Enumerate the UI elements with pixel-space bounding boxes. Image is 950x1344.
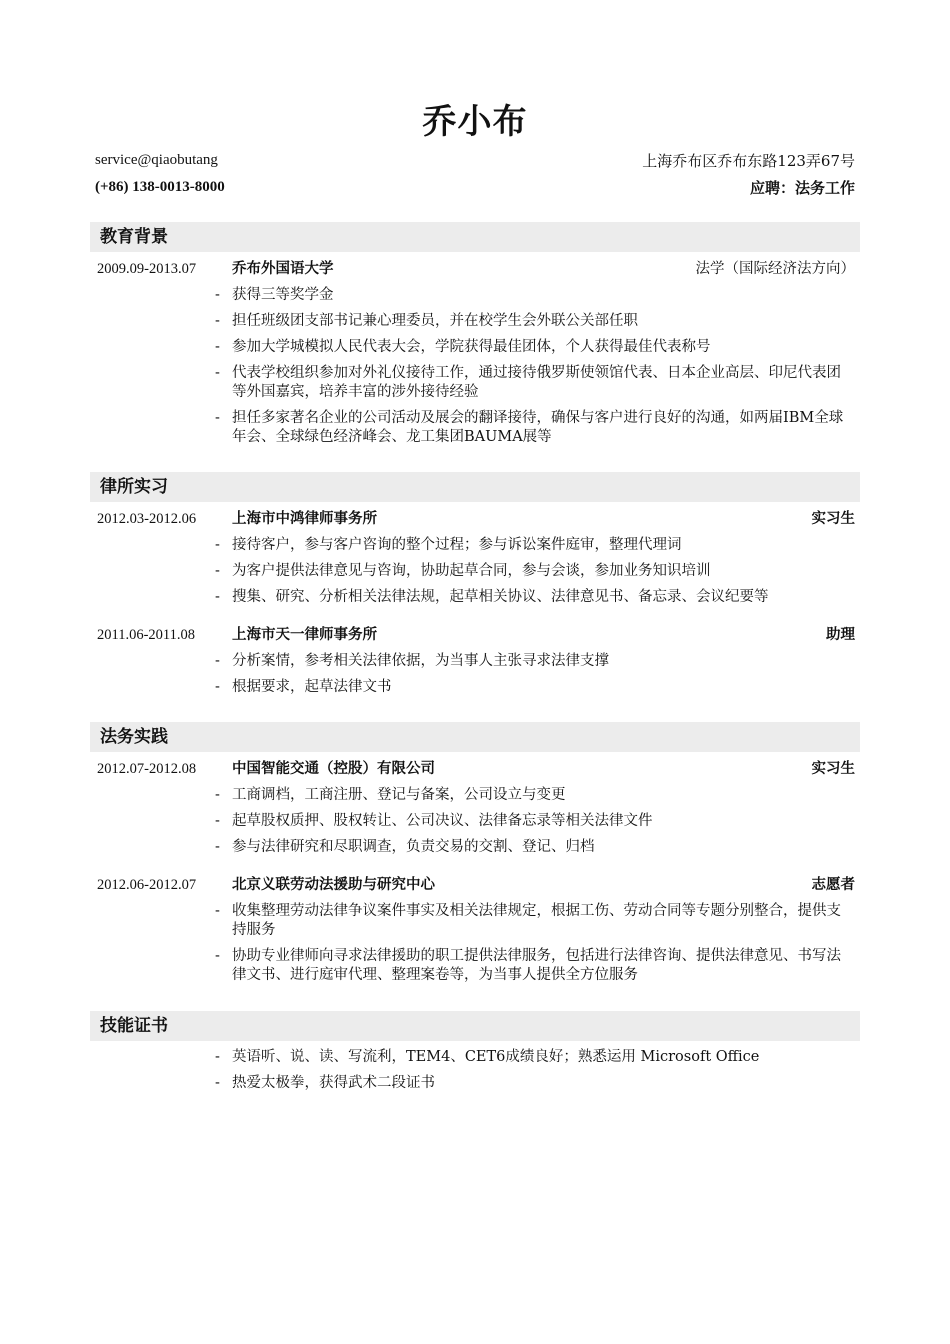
list-item — [215, 786, 855, 805]
list-item — [215, 1074, 855, 1093]
list-item — [215, 562, 855, 581]
bullet-list — [215, 786, 855, 864]
entry-date: 2009.09-2013.07 — [97, 261, 197, 277]
list-item — [215, 409, 855, 447]
entry-role: 实习生 — [811, 761, 855, 777]
bullet-text: 搜集、研究、分析相关法律法规，起草相关协议、法律意见书、备忘录、会议纪要等 — [232, 589, 769, 605]
bullet-text: 收集整理劳动法律争议案件事实及相关法律规定，根据工伤、劳动合同等专题分别整合，提供支持服务 — [232, 903, 841, 938]
bullet-list — [215, 652, 855, 704]
section-title-law-firm: 律所实习 — [90, 472, 860, 502]
entry-role: 助理 — [826, 627, 855, 643]
section-title-legal-practice: 法务实践 — [90, 722, 860, 752]
bullet-text: 担任班级团支部书记兼心理委员，并在校学生会外联公关部任职 — [232, 313, 638, 329]
section-title-education: 教育背景 — [90, 222, 860, 252]
bullet-text: 参与法律研究和尽职调查，负责交易的交割、登记、归档 — [232, 839, 595, 855]
bullet-marker: - — [215, 537, 220, 553]
bullet-marker: - — [215, 563, 220, 579]
entry-date: 2011.06-2011.08 — [97, 627, 196, 643]
list-item — [215, 588, 855, 607]
list-item — [215, 947, 855, 985]
list-item — [215, 652, 855, 671]
bullet-marker: - — [215, 787, 220, 803]
bullet-text: 根据要求，起草法律文书 — [232, 679, 392, 695]
bullet-marker: - — [215, 365, 220, 381]
bullet-text: 获得三等奖学金 — [232, 287, 334, 303]
entry-header — [97, 257, 855, 281]
bullet-list — [215, 902, 855, 992]
entry-date: 2012.06-2012.07 — [97, 877, 197, 893]
bullet-marker: - — [215, 839, 220, 855]
list-item — [215, 338, 855, 357]
entry-header — [97, 757, 855, 781]
entry-date: 2012.03-2012.06 — [97, 511, 197, 527]
bullet-text: 代表学校组织参加对外礼仪接待工作，通过接待俄罗斯使领馆代表、日本企业高层、印尼代表团等外国嘉宾，培养丰富的涉外接待经验 — [232, 365, 841, 400]
list-item — [215, 902, 855, 940]
bullet-text: 分析案情，参考相关法律依据，为当事人主张寻求法律支撑 — [232, 653, 609, 669]
list-item — [215, 364, 855, 402]
bullet-marker: - — [215, 313, 220, 329]
bullet-marker: - — [215, 410, 220, 426]
bullet-text: 工商调档，工商注册、登记与备案，公司设立与变更 — [232, 787, 566, 803]
entry-organization: 上海市中鸿律师事务所 — [232, 511, 377, 527]
bullet-text: 协助专业律师向寻求法律援助的职工提供法律服务，包括进行法律咨询、提供法律意见、书写法律文书、进行庭审代理、整理案卷等，为当事人提供全方位服务 — [232, 948, 841, 983]
bullet-list — [215, 286, 855, 454]
bullet-marker: - — [215, 679, 220, 695]
bullet-marker: - — [215, 339, 220, 355]
bullet-marker: - — [215, 589, 220, 605]
entry-role: 志愿者 — [811, 877, 855, 893]
list-item — [215, 678, 855, 697]
bullet-list — [215, 1048, 855, 1100]
list-item — [215, 812, 855, 831]
email-text: service@qiaobutang — [95, 151, 218, 168]
bullet-text: 担任多家著名企业的公司活动及展会的翻译接待，确保与客户进行良好的沟通，如两届IBM全球年会、全球绿色经济峰会、龙工集团BAUMA展等 — [232, 410, 844, 445]
list-item — [215, 1048, 855, 1067]
candidate-name: 乔小布 — [422, 102, 528, 142]
entry-role: 法学（国际经济法方向） — [695, 261, 855, 277]
bullet-marker: - — [215, 653, 220, 669]
contact-row-2 — [95, 175, 855, 199]
bullet-text: 参加大学城模拟人民代表大会，学院获得最佳团体，个人获得最佳代表称号 — [232, 339, 711, 355]
section-title-skills: 技能证书 — [90, 1011, 860, 1041]
entry-header — [97, 873, 855, 897]
bullet-marker: - — [215, 287, 220, 303]
bullet-text: 接待客户，参与客户咨询的整个过程；参与诉讼案件庭审，整理代理词 — [232, 537, 682, 553]
bullet-text: 起草股权质押、股权转让、公司决议、法律备忘录等相关法律文件 — [232, 813, 653, 829]
objective-text: 应聘：法务工作 — [749, 178, 855, 197]
bullet-list — [215, 536, 855, 614]
bullet-marker: - — [215, 903, 220, 919]
bullet-marker: - — [215, 813, 220, 829]
bullet-marker: - — [215, 1049, 220, 1065]
entry-organization: 乔布外国语大学 — [232, 261, 334, 277]
list-item — [215, 536, 855, 555]
list-item — [215, 286, 855, 305]
bullet-text: 英语听、说、读、写流利，TEM4、CET6成绩良好；熟悉运用 Microsoft Office — [232, 1049, 760, 1065]
entry-header — [97, 623, 855, 647]
bullet-marker: - — [215, 948, 220, 964]
list-item — [215, 838, 855, 857]
phone-text: (+86) 138-0013-8000 — [95, 178, 225, 195]
entry-role: 实习生 — [811, 511, 855, 527]
bullet-text: 为客户提供法律意见与咨询，协助起草合同，参与会谈，参加业务知识培训 — [232, 563, 711, 579]
bullet-marker: - — [215, 1075, 220, 1091]
address-text: 上海乔布区乔布东路123弄67号 — [642, 151, 855, 170]
entry-organization: 北京义联劳动法援助与研究中心 — [232, 877, 435, 893]
entry-date: 2012.07-2012.08 — [97, 761, 197, 777]
entry-header — [97, 507, 855, 531]
bullet-text: 热爱太极拳，获得武术二段证书 — [232, 1075, 435, 1091]
contact-row-1 — [95, 148, 855, 172]
entry-organization: 上海市天一律师事务所 — [232, 627, 377, 643]
entry-organization: 中国智能交通（控股）有限公司 — [232, 761, 435, 777]
list-item — [215, 312, 855, 331]
